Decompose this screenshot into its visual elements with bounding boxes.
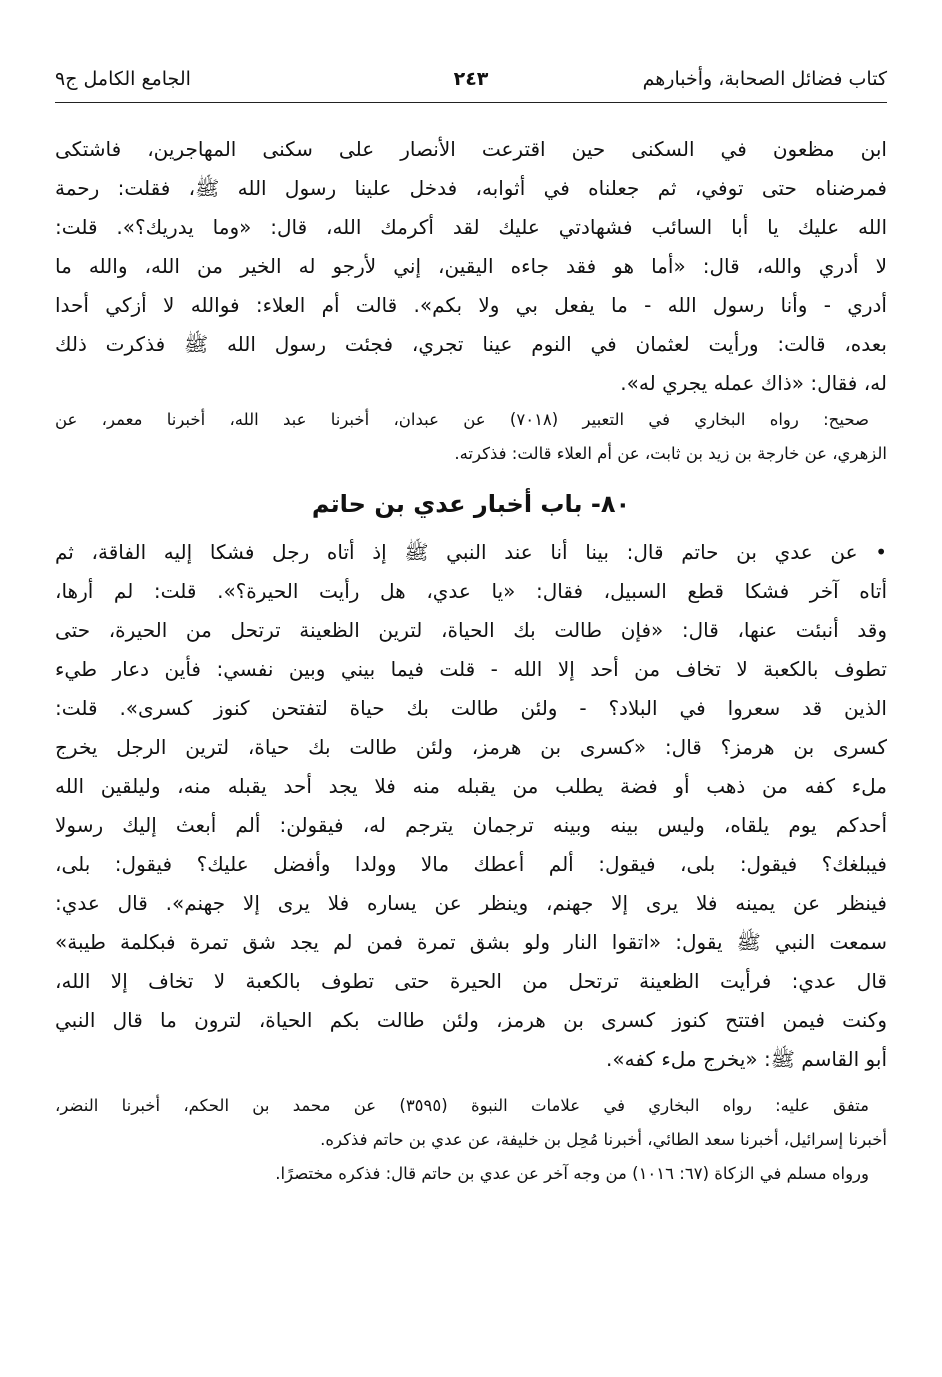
text-line: لا أدري والله، قال: «أما هو فقد جاءه اليقين، إني لأرجو له الخير من الله، والله ما [55, 254, 887, 278]
text-line: بعده، قالت: ورأيت لعثمان في النوم عينا تجري، فجئت رسول الله ﷺ فذكرت ذلك [55, 332, 887, 356]
chapter-title: ٨٠- باب أخبار عدي بن حاتم [311, 490, 631, 518]
text-line: الله عليك يا أبا السائب فشهادتي عليك لقد أكرمك الله، قال: «وما يدريك؟». قلت: [55, 215, 887, 239]
page-body [55, 130, 887, 1191]
header-book-title: الجامع الكامل ج٩ [55, 68, 191, 90]
hadith-adi-bin-hatim [55, 533, 887, 1079]
hadith-umm-al-ala [55, 130, 887, 403]
takhrij-note [55, 1089, 887, 1191]
text-line: وقد أنبئت عنها، قال: «فإن طالت بك الحياة، لترين الظعينة ترتحل من الحيرة، حتى [55, 618, 887, 642]
text-line: كسرى بن هرمز؟ قال: «كسرى بن هرمز، ولئن طالت بك حياة، لترين الرجل يخرج [55, 735, 887, 759]
text-line: أحدكم يوم يلقاه، وليس بينه وبينه ترجمان يترجم له، فيقولن: ألم أبعث إليك رسولا [55, 813, 887, 837]
text-line: أتاه آخر فشكا قطع السبيل، فقال: «يا عدي، هل رأيت الحيرة؟». قلت: لم أرها، [55, 579, 887, 603]
text-line: ابن مظعون في السكنى حين اقترعت الأنصار على سكنى المهاجرين، فاشتكى [55, 137, 887, 161]
header-page-number: ٢٤٣ [453, 68, 489, 90]
note-line: صحيح: رواه البخاري في التعبير (٧٠١٨) عن عبدان، أخبرنا عبد الله، أخبرنا معمر، عن [55, 410, 869, 429]
text-line: فمرضناه حتى توفي، ثم جعلناه في أثوابه، فدخل علينا رسول الله ﷺ، فقلت: رحمة [55, 176, 887, 200]
note-line: ورواه مسلم في الزكاة (٦٧: ١٠١٦) من وجه آخر عن عدي بن حاتم قال: فذكره مختصرًا. [275, 1164, 869, 1183]
text-line: سمعت النبي ﷺ يقول: «اتقوا النار ولو بشق تمرة فمن لم يجد شق تمرة فبكلمة طيبة» [55, 930, 887, 954]
note-line: متفق عليه: رواه البخاري في علامات النبوة (٣٥٩٥) عن محمد بن الحكم، أخبرنا النضر، [55, 1096, 869, 1115]
text-line: قال عدي: فرأيت الظعينة ترتحل من الحيرة حتى تطوف بالكعبة لا تخاف إلا الله، [55, 969, 887, 993]
text-line: • عن عدي بن حاتم قال: بينا أنا عند النبي ﷺ إذ أتاه رجل فشكا إليه الفاقة، ثم [55, 540, 887, 564]
header-book-section: كتاب فضائل الصحابة، وأخبارهم [642, 68, 887, 90]
text-line: وكنت فيمن افتتح كنوز كسرى بن هرمز، ولئن طالت بكم الحياة، لترون ما قال النبي [55, 1008, 887, 1032]
text-line: أدري - وأنا رسول الله - ما يفعل بي ولا بكم». قالت أم العلاء: فوالله لا أزكي أحدا [55, 293, 887, 317]
page-header [55, 62, 887, 103]
text-line: الذين قد سعروا في البلاد؟ - ولئن طالت بك حياة لتفتحن كنوز كسرى». قلت: [55, 696, 887, 720]
spacer [55, 1079, 887, 1089]
text-line: فينظر عن يمينه فلا يرى إلا جهنم، وينظر عن يساره فلا يرى إلا جهنم». قال عدي: [55, 891, 887, 915]
text-line: فيبلغك؟ فيقول: بلى، فيقول: ألم أعطك مالا وولدا وأفضل عليك؟ فيقول: بلى، [55, 852, 887, 876]
text-line: له، فقال: «ذاك عمله يجري له». [620, 371, 887, 395]
text-line: ملء كفه من ذهب أو فضة يطلب من يقبله منه فلا يجد أحد يقبله منه، وليلقين الله [55, 774, 887, 798]
note-line: أخبرنا إسرائيل، أخبرنا سعد الطائي، أخبرنا مُحِل بن خليفة، عن عدي بن حاتم فذكره. [320, 1130, 887, 1149]
takhrij-note [55, 403, 887, 471]
text-line: تطوف بالكعبة لا تخاف من أحد إلا الله - قلت فيما بيني وبين نفسي: فأين دعار طيء [55, 657, 887, 681]
text-line: أبو القاسم ﷺ: «يخرج ملء كفه». [606, 1047, 887, 1071]
note-line: الزهري، عن خارجة بن زيد بن ثابت، عن أم العلاء قالت: فذكرته. [454, 444, 887, 463]
